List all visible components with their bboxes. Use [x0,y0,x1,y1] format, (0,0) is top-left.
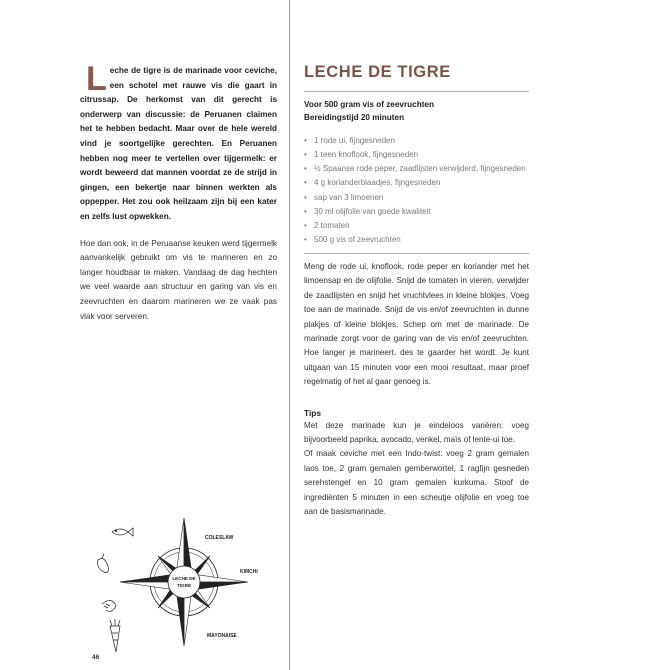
left-page [80,60,277,324]
ingredient-item: • ½ Spaanse rode peper, zaadlijsten verwijderd, fijngesneden [304,162,529,176]
method-text: Meng de rode ui, knoflook, rode peper en koriander met het limoensap en de olijfolie. Snijd de tomaten in vieren, verwijder de zaadlijsten en snijd het vruchtvlees in kleine blokjes. Voeg toe aan de marinade. Snijd de vis en/of zeevruchten in dunne plakjes of kleine blokjes. Schep om met de marinade. De marinade zorgt voor de garing van de vis en/of zeevruchten. Hoe langer je marineert, des te gaarder het wordt. Je kunt uitgaan van 15 minuten voor een mooi resultaat, maar proef regelmatig of het al gaar genoeg is. [304,261,529,387]
bullet-icon: • [304,220,307,230]
drop-cap: L [86,60,107,98]
ingredient-item: • 4 g korianderblaadjes, fijngesneden [304,176,529,190]
body-paragraph: Hoe dan ook, in de Peruaanse keuken werd tijgermelk aanvankelijk gebruikt om vis te marineren en zo langer houdbaar te maken. Vandaag de dag hechten we veel waarde aan structuur en garing van vis en zeevruchten en daarom marineren we ze vaak pas vlak voor serveren. [80,238,277,321]
page-gutter-divider [289,0,290,670]
ingredients-divider [304,253,529,254]
bullet-icon: • [304,234,307,244]
fish-icon [112,528,133,536]
carrot-icon [110,619,120,652]
page-number: 46 [92,654,100,661]
bullet-icon: • [304,164,307,174]
tips-heading: Tips [304,407,322,418]
compass-label-south: MAYONAISE [207,633,237,639]
ingredient-item: • 500 g vis of zeevruchten [304,233,529,247]
right-page [304,62,529,519]
pepper-icon [98,554,109,572]
compass-illustration [92,510,270,655]
compass-center-circle [168,566,200,598]
ingredient-item: • 30 ml olijfolie van goede kwaliteit [304,205,529,219]
bullet-icon: • [304,136,307,146]
title-divider [304,91,529,92]
bullet-icon: • [304,150,307,160]
compass-label-north: COLESLAW [205,535,234,541]
ingredient-item: • 1 rode ui, fijngesneden [304,134,529,148]
compass-label-east: KIMCHI [240,569,258,575]
bullet-icon: • [304,178,307,188]
prep-time-text: Bereidingstijd 20 minuten [304,112,405,122]
recipe-title: LECHE DE TIGRE [304,63,451,81]
intro-text: eche de tigre is de marinade voor ceviche, een schotel met rauwe vis die gaart in citrussap. De herkomst van dit gerecht is onderwerp van discussie: de Peruanen claimen het te hebben bedacht. Maar over de hele wereld vind je soortgelijke gerechten. En Peruanen hebben nog meer te vertellen over tijgermelk: er wordt beweerd dat mannen voordat ze de strijd in gingen, een bekertje naar binnen werkten als oppepper. Het zou ook heilzaam zijn bij een kater en zelfs lust opwekken. [80,66,277,221]
intro-paragraph [80,60,277,225]
ingredient-item: • 1 teen knoflook, fijngesneden [304,148,529,162]
bullet-icon: • [304,192,307,202]
tip-2: Of maak ceviche met een Indo-twist: voeg 2 gram gemalen laos toe, 2 gram gemalen gemberwortel, 1 ragfijn gesneden serehstengel en 10 gram gemalen kurkuma. Stoof de ingrediënten 5 minuten in een scheutje olijfolie en voeg toe aan de basismarinade. [304,449,529,517]
servings-text: Voor 500 gram vis of zeevruchten [304,100,434,109]
ingredient-item: • sap van 3 limoenen [304,191,529,205]
ingredient-list [304,134,529,247]
shrimp-icon [102,600,116,611]
compass-center-label-line2: TIGRE [176,583,192,588]
ingredient-item: • 2 tomaten [304,219,529,233]
bullet-icon: • [304,206,307,216]
tip-1: Met deze marinade kun je eindeloos variëren: voeg bijvoorbeeld paprika, avocado, venkel, maïs of lente-ui toe. [304,420,529,444]
compass-center-label-line1: LECHE DE [172,576,196,581]
